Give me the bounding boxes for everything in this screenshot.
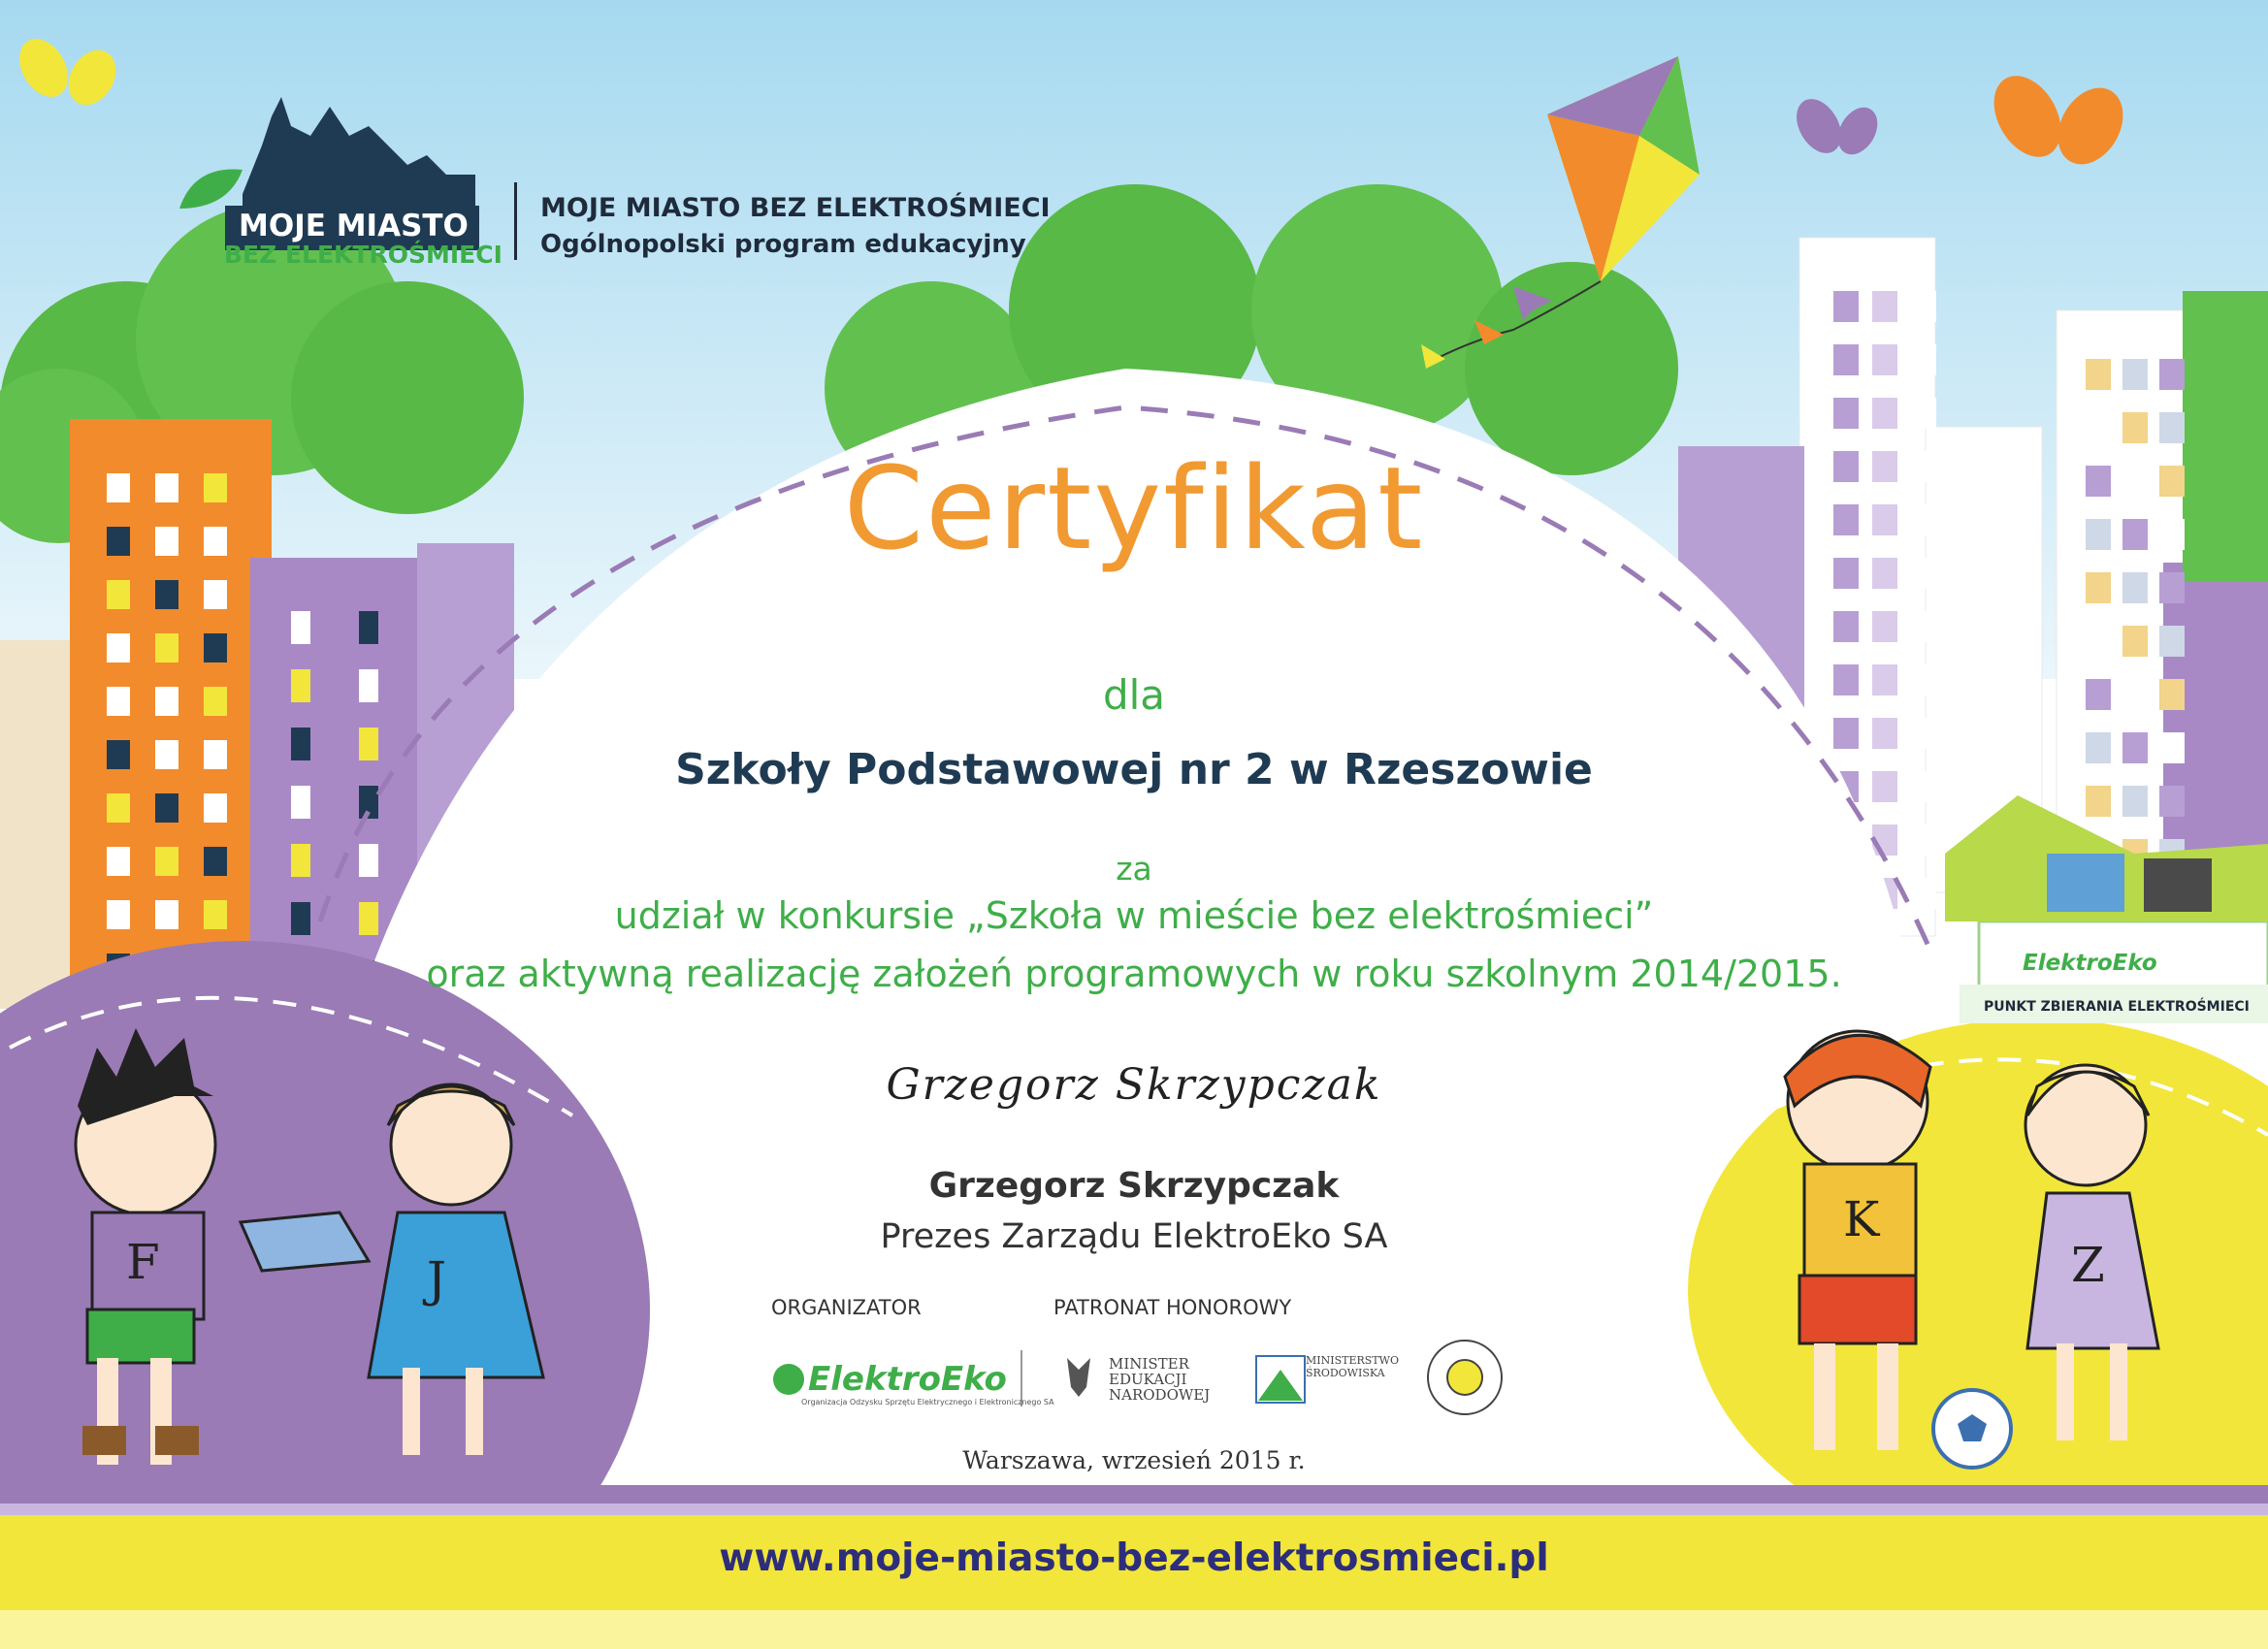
window xyxy=(155,793,178,823)
window xyxy=(2159,572,2185,603)
window xyxy=(1911,344,1936,375)
city-union-seal-icon xyxy=(1428,1341,1502,1414)
window xyxy=(2086,412,2111,443)
window xyxy=(2086,572,2111,603)
window xyxy=(2159,359,2185,390)
window xyxy=(107,633,130,663)
window xyxy=(204,793,227,823)
ministry-environment-line: ŚRODOWISKA xyxy=(1306,1367,1385,1379)
shirt-letter: J xyxy=(427,1251,447,1308)
reason-line-2: oraz aktywną realizację założeń programowych w roku szkolnym 2014/2015. xyxy=(426,953,1842,995)
ministry-environment-line: MINISTERSTWO xyxy=(1306,1354,1399,1367)
certificate-title: Certyfikat xyxy=(843,441,1425,575)
window xyxy=(2159,412,2185,443)
window xyxy=(2122,412,2148,443)
window xyxy=(204,633,227,663)
for-label: dla xyxy=(1102,671,1166,719)
window xyxy=(107,580,130,609)
window xyxy=(2122,359,2148,390)
signer-role: Prezes Zarządu ElektroEko SA xyxy=(880,1217,1388,1256)
ministry-education-logo xyxy=(1109,1356,1210,1403)
signer-name: Grzegorz Skrzypczak xyxy=(928,1166,1340,1206)
shirt-letter: F xyxy=(126,1234,160,1290)
window xyxy=(1833,398,1859,429)
organizer-label: ORGANIZATOR xyxy=(771,1296,922,1319)
patronage-label: PATRONAT HONOROWY xyxy=(1053,1296,1292,1319)
reason-line-1: udział w konkursie „Szkoła w mieście bez elektrośmieci” xyxy=(614,894,1654,937)
mountain-emblem-icon xyxy=(1256,1356,1305,1403)
window xyxy=(1911,611,1936,642)
shirt-letter: K xyxy=(1843,1191,1880,1247)
window xyxy=(1911,398,1936,429)
window xyxy=(1872,291,1897,322)
window xyxy=(1872,611,1897,642)
program-name: MOJE MIASTO BEZ ELEKTROŚMIECI xyxy=(540,193,1051,223)
window xyxy=(2086,359,2111,390)
window xyxy=(2122,626,2148,657)
program-subtitle: Ogólnopolski program edukacyjny xyxy=(540,230,1026,259)
window xyxy=(155,633,178,663)
window xyxy=(204,580,227,609)
logo-text: MOJE MIASTO xyxy=(239,209,469,243)
window xyxy=(2086,626,2111,657)
organizer-logo: ElektroEko xyxy=(808,1360,1007,1399)
window xyxy=(1872,344,1897,375)
window xyxy=(1872,398,1897,429)
footer-band-purple xyxy=(0,1485,2268,1504)
ministry-education-line: MINISTER xyxy=(1109,1355,1189,1373)
window xyxy=(1911,291,1936,322)
shirt-letter: Z xyxy=(2071,1237,2105,1293)
bin-label: PUNKT ZBIERANIA ELEKTROŚMIECI xyxy=(1984,999,2250,1015)
organizer-tagline: Organizacja Odzysku Sprzętu Elektrycznego i Elektronicznego SA xyxy=(801,1398,1054,1406)
window xyxy=(155,580,178,609)
website-link[interactable]: www.moje-miasto-bez-elektrosmieci.pl xyxy=(719,1536,1549,1580)
handwritten-signature: Grzegorz Skrzypczak xyxy=(886,1060,1382,1110)
window xyxy=(359,611,378,644)
logo-subtext: BEZ ELEKTROŚMIECI xyxy=(224,241,502,269)
window xyxy=(2122,572,2148,603)
window xyxy=(2159,626,2185,657)
place-and-date: Warszawa, wrzesień 2015 r. xyxy=(962,1446,1306,1474)
recipient-name: Szkoły Podstawowej nr 2 w Rzeszowie xyxy=(675,745,1593,794)
ministry-education-line: NARODOWEJ xyxy=(1109,1386,1211,1404)
bin-brand: ElektroEko xyxy=(2023,951,2157,976)
reason-label: za xyxy=(1116,850,1152,888)
ministry-education-line: EDUKACJI xyxy=(1109,1371,1187,1388)
window xyxy=(1833,611,1859,642)
window xyxy=(107,793,130,823)
ministry-environment-logo xyxy=(1306,1354,1399,1379)
window xyxy=(291,611,310,644)
window xyxy=(1833,291,1859,322)
window xyxy=(1833,344,1859,375)
